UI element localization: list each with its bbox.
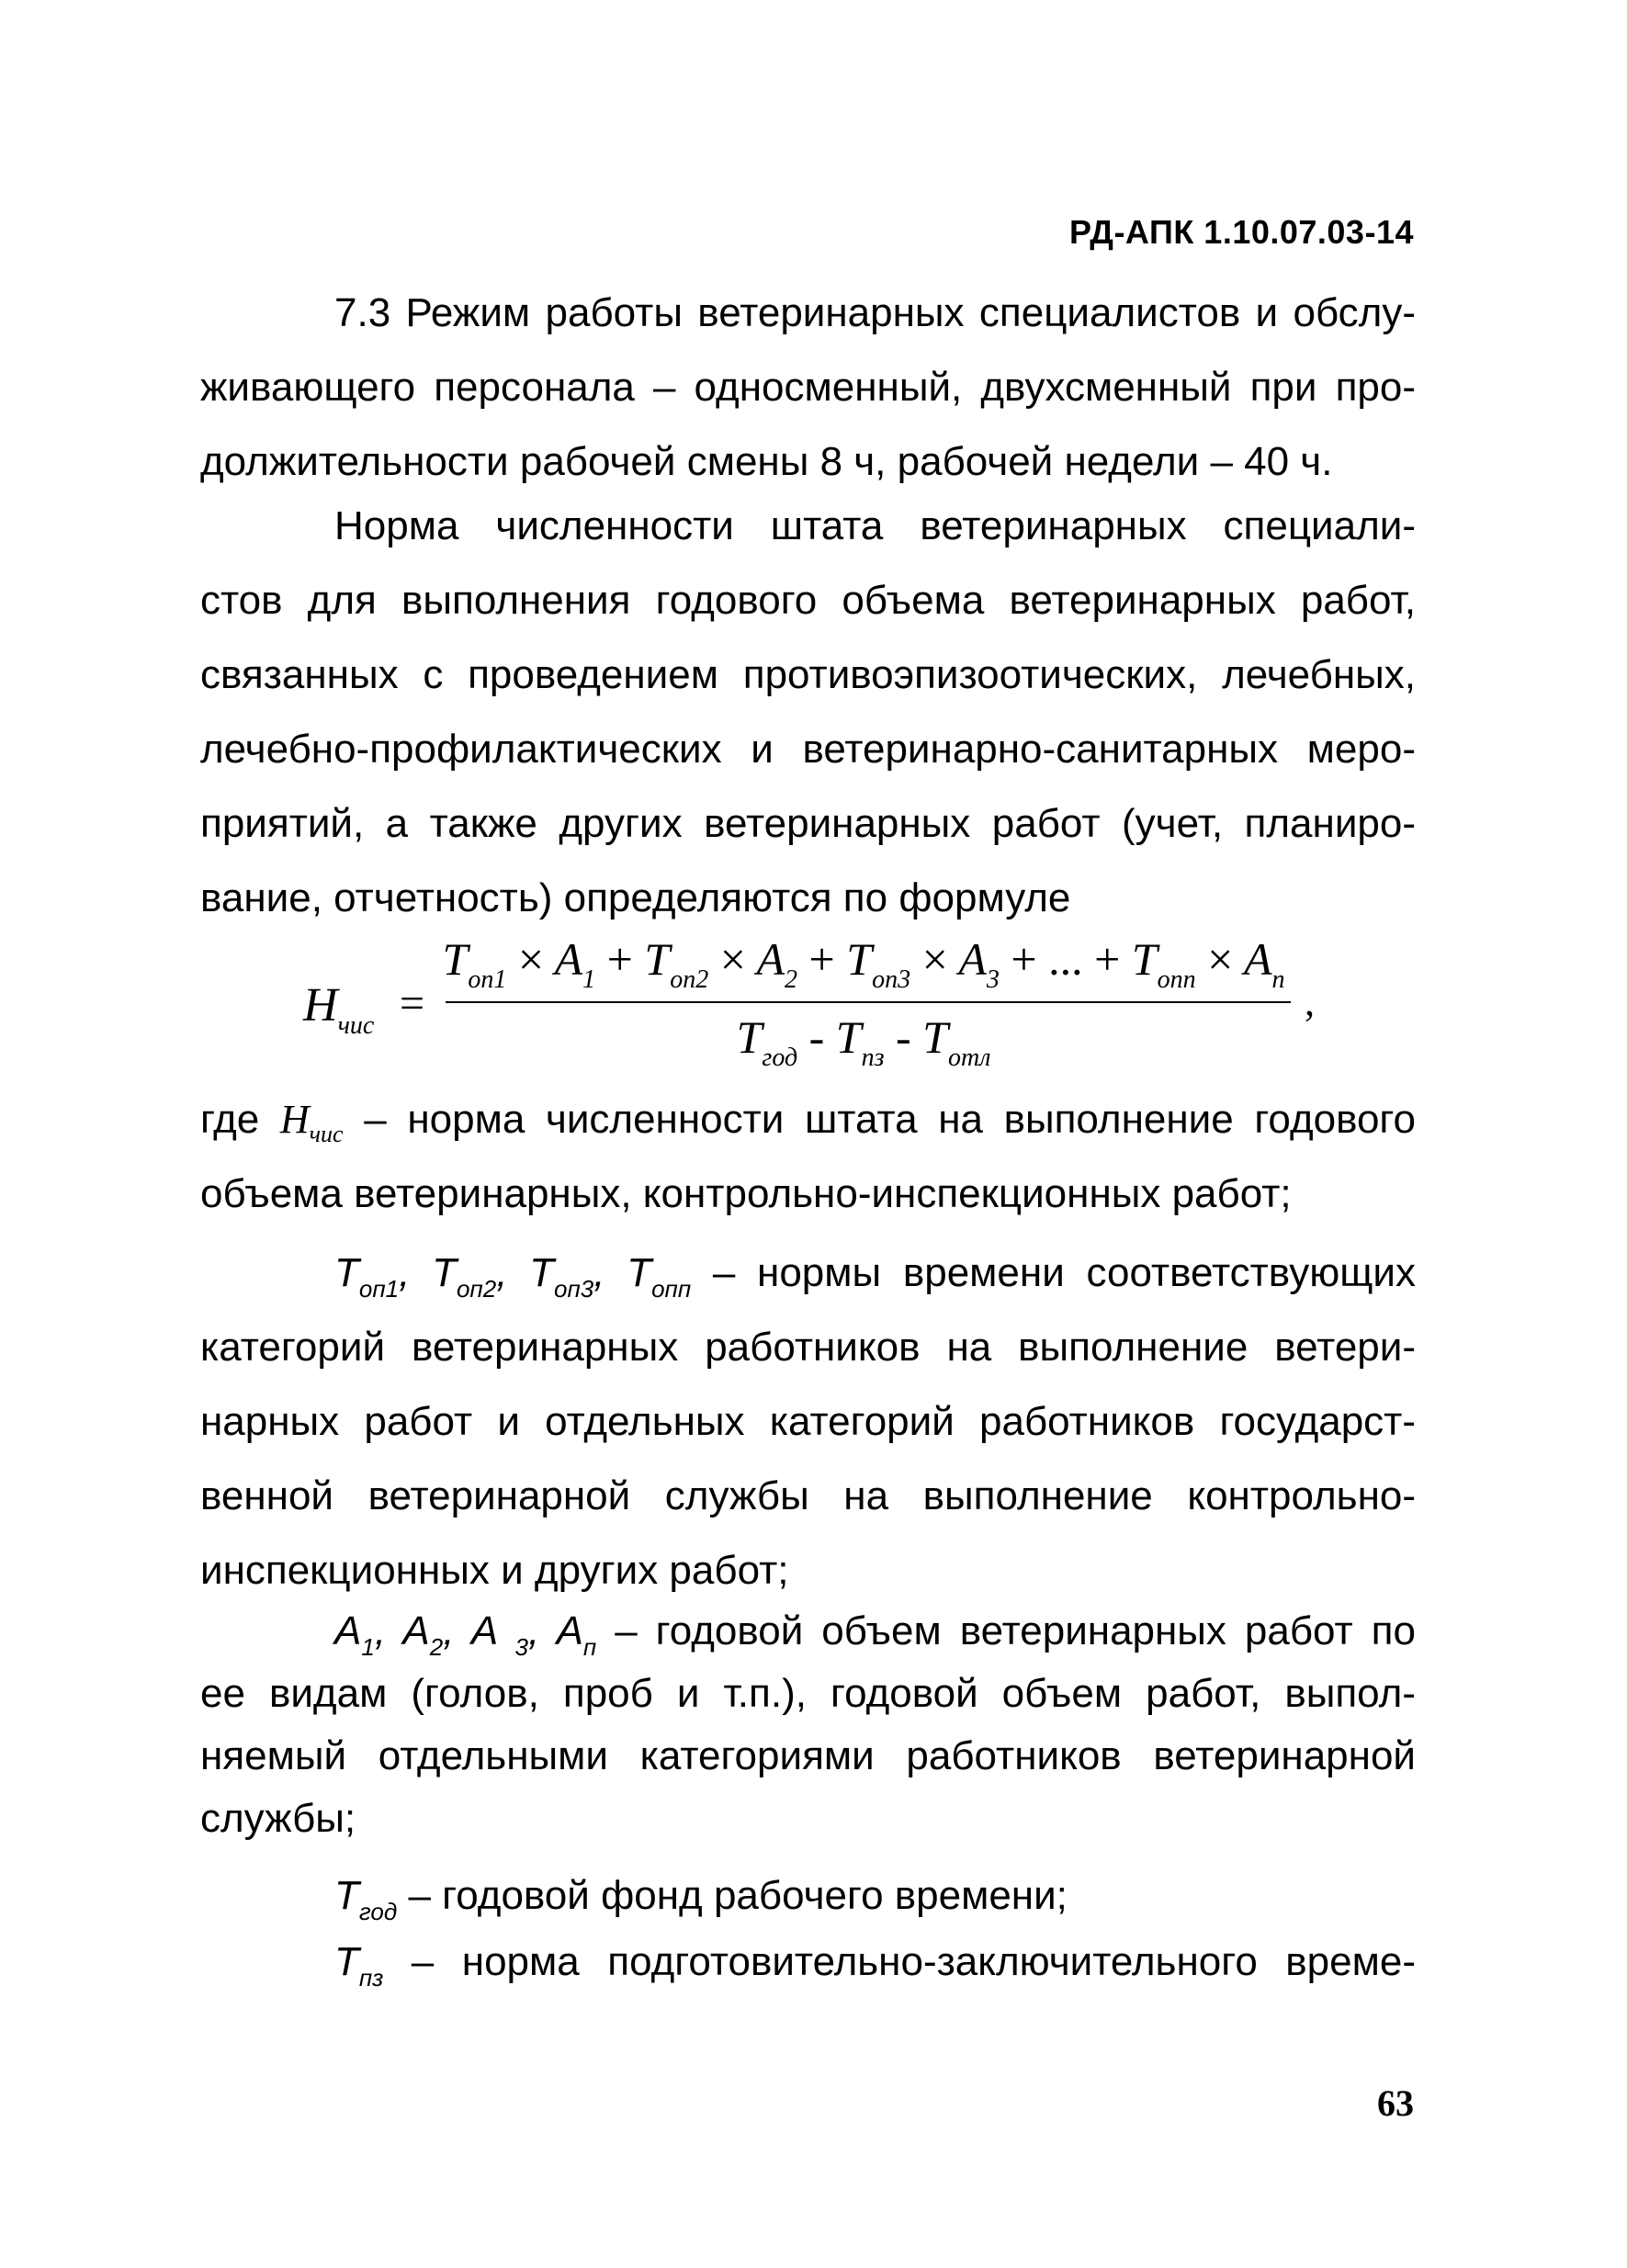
definition-a <box>200 1600 1416 1850</box>
definition-t-god <box>200 1863 1416 1929</box>
text-line: $T_{пз}$ – норма подготовительно-заключительного време- <box>334 1939 1416 1992</box>
definition-t-pz <box>200 1929 1416 1995</box>
text-line: $T_{оп1}$, $T_{оп2}$, $T_{оп3}$, $T_{опп}$ – нормы времени соответствующих <box>334 1250 1416 1303</box>
text-line: 7.3 Режим работы ветеринарных специалистов и обслу- <box>334 290 1416 335</box>
formula-comma: , <box>1305 979 1315 1024</box>
definition-t-op <box>200 1236 1416 1608</box>
paragraph-staff-norm <box>200 489 1416 935</box>
text-line: инспекционных и других работ; <box>200 1548 789 1593</box>
text-line: службы; <box>200 1796 356 1841</box>
page-number: 63 <box>1377 2082 1414 2124</box>
text-line: где $H_{чис}$ – норма численности штата на выполнение годового <box>200 1097 1416 1147</box>
text-line: Норма численности штата ветеринарных специали- <box>334 503 1416 548</box>
text-line: лечебно-профилактических и ветеринарно-санитарных меро- <box>200 727 1416 772</box>
formula-denominator: $T_{год} - T_{пз} - T_{отл}$ <box>736 1011 991 1072</box>
text-line: $T_{год}$ – годовой фонд рабочего времени; <box>334 1873 1068 1925</box>
text-line: живающего персонала – односменный, двухсменный при про- <box>200 365 1416 410</box>
text-line: ее видам (голов, проб и т.п.), годовой объем работ, выпол- <box>200 1671 1416 1716</box>
text-line: венной ветеринарной службы на выполнение контрольно- <box>200 1473 1416 1518</box>
text-line: няемый отдельными категориями работников ветеринарной <box>200 1733 1416 1778</box>
text-line: связанных с проведением противоэпизоотических, лечебных, <box>200 652 1416 697</box>
definition-h-chis <box>200 1082 1416 1231</box>
paragraph-work-regime <box>200 276 1416 499</box>
formula-numerator: $T_{on1} \times A_1 + T_{on2} \times A_2 + T_{on3} \times A_3$ + ... + $T_{onn} \times A_n$ <box>442 933 1285 994</box>
text-line: категорий ветеринарных работников на выполнение ветери- <box>200 1325 1416 1370</box>
text-line: $A_1$, $A_2$, A $_3$, $A_п$ – годовой объем ветеринарных работ по <box>334 1608 1416 1661</box>
text-line: нарных работ и отдельных категорий работников государст- <box>200 1399 1416 1444</box>
fraction-bar <box>446 1001 1291 1003</box>
text-line: вание, отчетность) определяются по формуле <box>200 875 1071 920</box>
formula-lhs: $H_{чис}$ <box>303 979 375 1040</box>
text-line: стов для выполнения годового объема ветеринарных работ, <box>200 578 1416 623</box>
text-line: объема ветеринарных, контрольно-инспекционных работ; <box>200 1171 1292 1216</box>
text-line: должительности рабочей смены 8 ч, рабочей недели – 40 ч. <box>200 439 1333 484</box>
document-code-header: РД-АПК 1.10.07.03-14 <box>1069 213 1414 251</box>
text-line: приятий, а также других ветеринарных работ (учет, планиро- <box>200 801 1416 846</box>
formula-equals: = <box>400 979 425 1028</box>
staff-norm-formula <box>303 932 1341 1079</box>
